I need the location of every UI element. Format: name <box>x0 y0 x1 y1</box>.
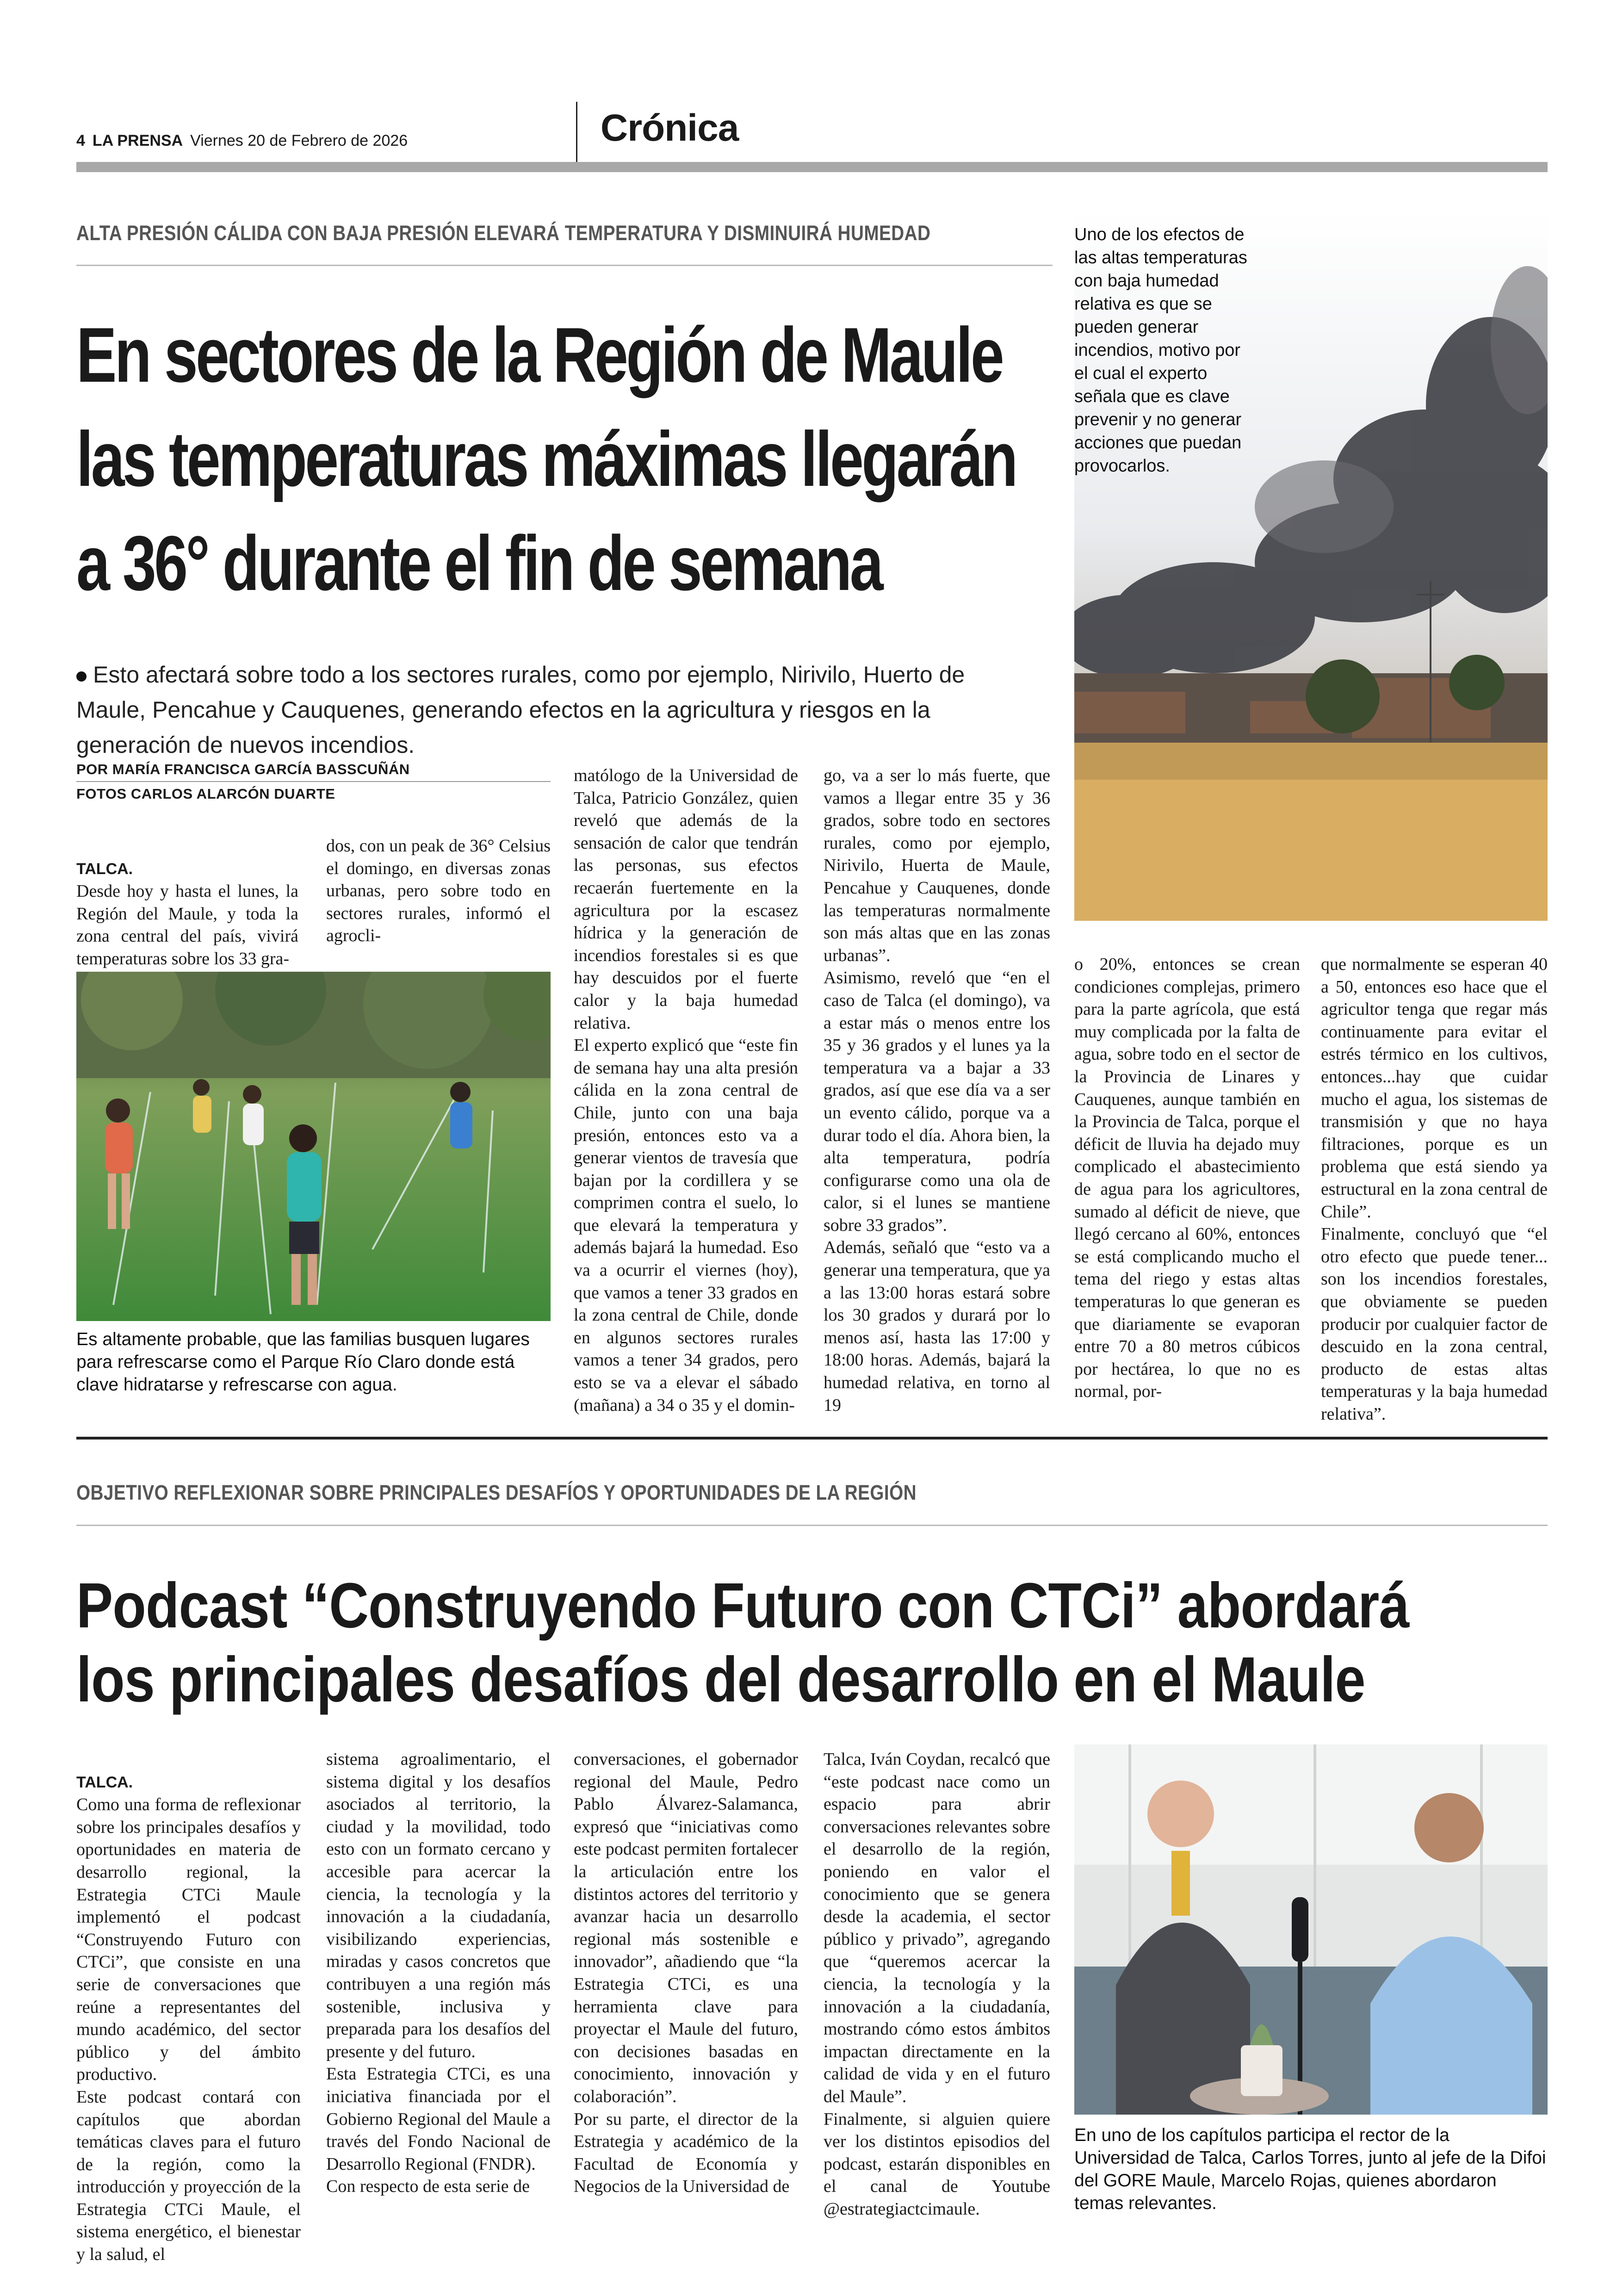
article1-headline <box>76 303 1087 615</box>
article1-kicker: ALTA PRESIÓN CÁLIDA CON BAJA PRESIÓN ELEVARÁ TEMPERATURA Y DISMINUIRÁ HUMEDAD <box>76 221 931 245</box>
article2-column-3: conversaciones, el gobernador regional del Maule, Pedro Pablo Álvarez-Salamanca, expresó que “iniciativas como este podcast permiten fortalecer la articulación entre los distintos actores del territorio y avanzar hacia un desarrollo regional más sostenible e innovador”, añadiendo que “la Estrategia CTCi, es una herramienta clave para proyectar el Maule del futuro, con decisiones basadas en conocimiento, innovación y colaboración”. Por su parte, el director de la Estrategia y académico de la Facultad de Economía y Negocios de la Universidad de <box>574 1750 798 2197</box>
headline-line: las temperaturas máximas llegarán <box>76 416 1016 503</box>
column-text: Desde hoy y hasta el lunes, la Región del Maule, y toda la zona central del país, vivirá temperaturas sobre los 33 gra- <box>76 881 298 968</box>
article2-kicker: OBJETIVO REFLEXIONAR SOBRE PRINCIPALES DESAFÍOS Y OPORTUNIDADES DE LA REGIÓN <box>76 1481 917 1504</box>
article2-column-2: sistema agroalimentario, el sistema digital y los desafíos asociados al territorio, la ciudad y la movilidad, todo esto con un formato cercano y accesible para acercar la ciencia, la tecnología y la innovación a la ciudadanía, visibilizando experiencias, miradas y casos concretos que contribuyen a una región más sostenible, inclusiva y preparada para los desafíos del presente y del futuro. Esta Estrategia CTCi, es una iniciativa financiada por el Gobierno Regional del Maule a través del Fondo Nacional de Desarrollo Regional (FNDR). Con respecto de esta serie de <box>326 1750 551 2197</box>
article1-column-5: o 20%, entonces se crean condiciones complejas, primero para la parte agrícola, que está muy complicada por la falta de agua, sobre todo en el sector de la Provincia de Linares y Cauquenes, aunque también en la Provincia de Talca, porque el déficit de lluvia ha dejado muy complicado el abastecimiento de agua para los agricultores, sumado al déficit de nieve, que llegó cercano al 60%, entonces se está complicando mucho el tema del riego y estas altas temperaturas lo que generan es que diariamente se evaporan entre 70 a 80 metros cúbicos por hectárea, lo que no es normal, por- <box>1074 955 1300 1402</box>
article2-column-4: Talca, Iván Coydan, recalcó que “este podcast nace como un espacio para abrir conversaciones relevantes sobre el desarrollo de la región, poniendo en valor el conocimiento que se genera desde la academia, el sector público y privado”, agregando que “queremos acercar la ciencia, la tecnología y la innovación a la ciudadanía, mostrando cómo estos ámbitos impactan directamente en la calidad de vida y en el futuro del Maule”. Finalmente, si alguien quiere ver los distintos episodios del podcast, estarán disponibles en el canal de Youtube @estrategiactcimaule. <box>824 1750 1050 2219</box>
byline-rule <box>76 781 551 782</box>
header-rule <box>76 162 1548 172</box>
headline-line: a 36° durante el fin de semana <box>76 520 881 607</box>
podcast-image <box>1074 1744 1548 2115</box>
article1-column-4: go, va a ser lo más fuerte, que vamos a llegar entre 35 y 36 grados, sobre todo en sectores rurales, como por ejemplo, Nirivilo, Huerta de Maule, Pencahue y Cauquenes, donde las temperaturas normalmente son más altas que en las zonas urbanas”. Asimismo, reveló que “en el caso de Talca (el domingo), va a estar más o menos entre los 35 y 36 grados y el lunes ya la temperatura va a bajar a 33 grados, así que ese día va a ser un evento cálido, porque va a durar todo el día. Ahora bien, la alta temperatura, podría configurarse como una ola de calor, si el lunes se mantiene sobre 33 grados”. Además, señaló que “esto va a generar una temperatura, que ya a las 13:00 horas estará sobre los 30 grados y durará por lo menos así, hasta las 17:00 y 18:00 horas. Además, bajará la humedad relativa, en torno al 19 <box>824 766 1050 1415</box>
article-separator <box>76 1437 1548 1440</box>
photo-children-sprinklers <box>76 972 551 1321</box>
photo-credit: FOTOS CARLOS ALARCÓN DUARTE <box>76 786 335 802</box>
photo-podcast-recording <box>1074 1744 1548 2115</box>
article1-column-1 <box>76 835 298 970</box>
kicker-rule <box>76 1525 1548 1526</box>
column-text: Como una forma de reflexionar sobre los principales desafíos y oportunidades en materia de desarrollo regional, la Estrategia CTCi Maule implementó el podcast “Construyendo Futuro con CTCi”, que consiste en una serie de conversaciones que reúne a representantes del mundo académico, del sector público y del ámbito productivo. Este podcast contará con capítulos que abordan temáticas claves para el futuro de la región, como la introducción y proyección de la Estrategia CTCi Maule, el sistema energético, el bienestar y la salud, el <box>76 1795 301 2265</box>
header-divider <box>576 102 577 162</box>
article2-headline <box>76 1569 1549 1717</box>
issue-date: Viernes 20 de Febrero de 2026 <box>190 132 408 149</box>
headline-line: En sectores de la Región de Maule <box>76 311 1003 398</box>
article2-column-1 <box>76 1748 301 2266</box>
headline-line: Podcast “Construyendo Futuro con CTCi” abordará <box>76 1570 1409 1641</box>
article1-column-2: dos, con un peak de 36° Celsius el domingo, en diversas zonas urbanas, pero sobre todo en sectores rurales, informó el agrocli- <box>326 836 551 946</box>
article1-lead <box>76 657 1029 763</box>
bullet-icon <box>76 671 87 682</box>
article1-column-6: que normalmente se esperan 40 a 50, entonces eso hace que el agricultor tenga que regar más continuamente para evitar el estrés térmico en los cultivos, entonces...hay que cuidar mucho el agua, los sistemas de transmisión y que no haya filtraciones, porque es un problema que está siendo ya estructural en la zona central de Chile”. Finalmente, concluyó que “el otro efecto que puede tener... son los incendios forestales, que obviamente se pueden producir por cualquier factor de descuido en la zona central, producto de estas altas temperaturas y la baja humedad relativa”. <box>1321 955 1548 1424</box>
children-playing-image <box>76 972 551 1321</box>
section-title: Crónica <box>601 107 739 149</box>
caption-podcast: En uno de los capítulos participa el rector de la Universidad de Talca, Carlos Torres, junto al jefe de la Difoi del GORE Maule, Marcelo Rojas, quienes abordaron temas relevantes. <box>1074 2125 1546 2213</box>
dateline: TALCA. <box>76 1773 133 1791</box>
kicker-rule <box>76 265 1053 266</box>
dateline: TALCA. <box>76 860 133 878</box>
byline: POR MARÍA FRANCISCA GARCÍA BASSCUÑÁN <box>76 761 410 777</box>
page-folio <box>76 132 408 150</box>
article1-column-3: matólogo de la Universidad de Talca, Patricio González, quien reveló que además de la sensación de calor que tendrán las personas, sus efectos recaerán fuertemente en la agricultura por la escasez hídrica y la generación de incendios forestales si es que hay descuidos por el fuerte calor y la baja humedad relativa. El experto explicó que “este fin de semana hay una alta presión cálida en la zona central de Chile, junto con una baja presión, entonces esto va a generar vientos de travesía que bajan por la cordillera y se comprimen contra el suelo, lo que elevará la temperatura y además bajará la humedad. Eso va a ocurrir el viernes (hoy), que vamos a tener 33 grados en la zona central de Chile, donde en algunos sectores rurales vamos a tener 34 grados, pero esto se va a elevar el sábado (mañana) a 34 o 35 y el domin- <box>574 766 798 1415</box>
caption-fire: Uno de los efectos de las altas temperaturas con baja humedad relativa es que se pueden generar incendios, motivo por el cual el experto señala que es clave prevenir y no generar acciones que puedan provocarlos. <box>1074 225 1247 476</box>
publication-name: LA PRENSA <box>92 132 183 149</box>
caption-kids: Es altamente probable, que las familias busquen lugares para refrescarse como el Parque Río Claro donde está clave hidratarse y refrescarse con agua. <box>76 1329 530 1395</box>
page-number: 4 <box>76 132 85 149</box>
headline-line: los principales desafíos del desarrollo en el Maule <box>76 1644 1365 1715</box>
lead-text: Esto afectará sobre todo a los sectores rurales, como por ejemplo, Nirivilo, Huerto de Maule, Pencahue y Cauquenes, generando efectos en la agricultura y riesgos en la generación de nuevos incendios. <box>76 662 965 758</box>
